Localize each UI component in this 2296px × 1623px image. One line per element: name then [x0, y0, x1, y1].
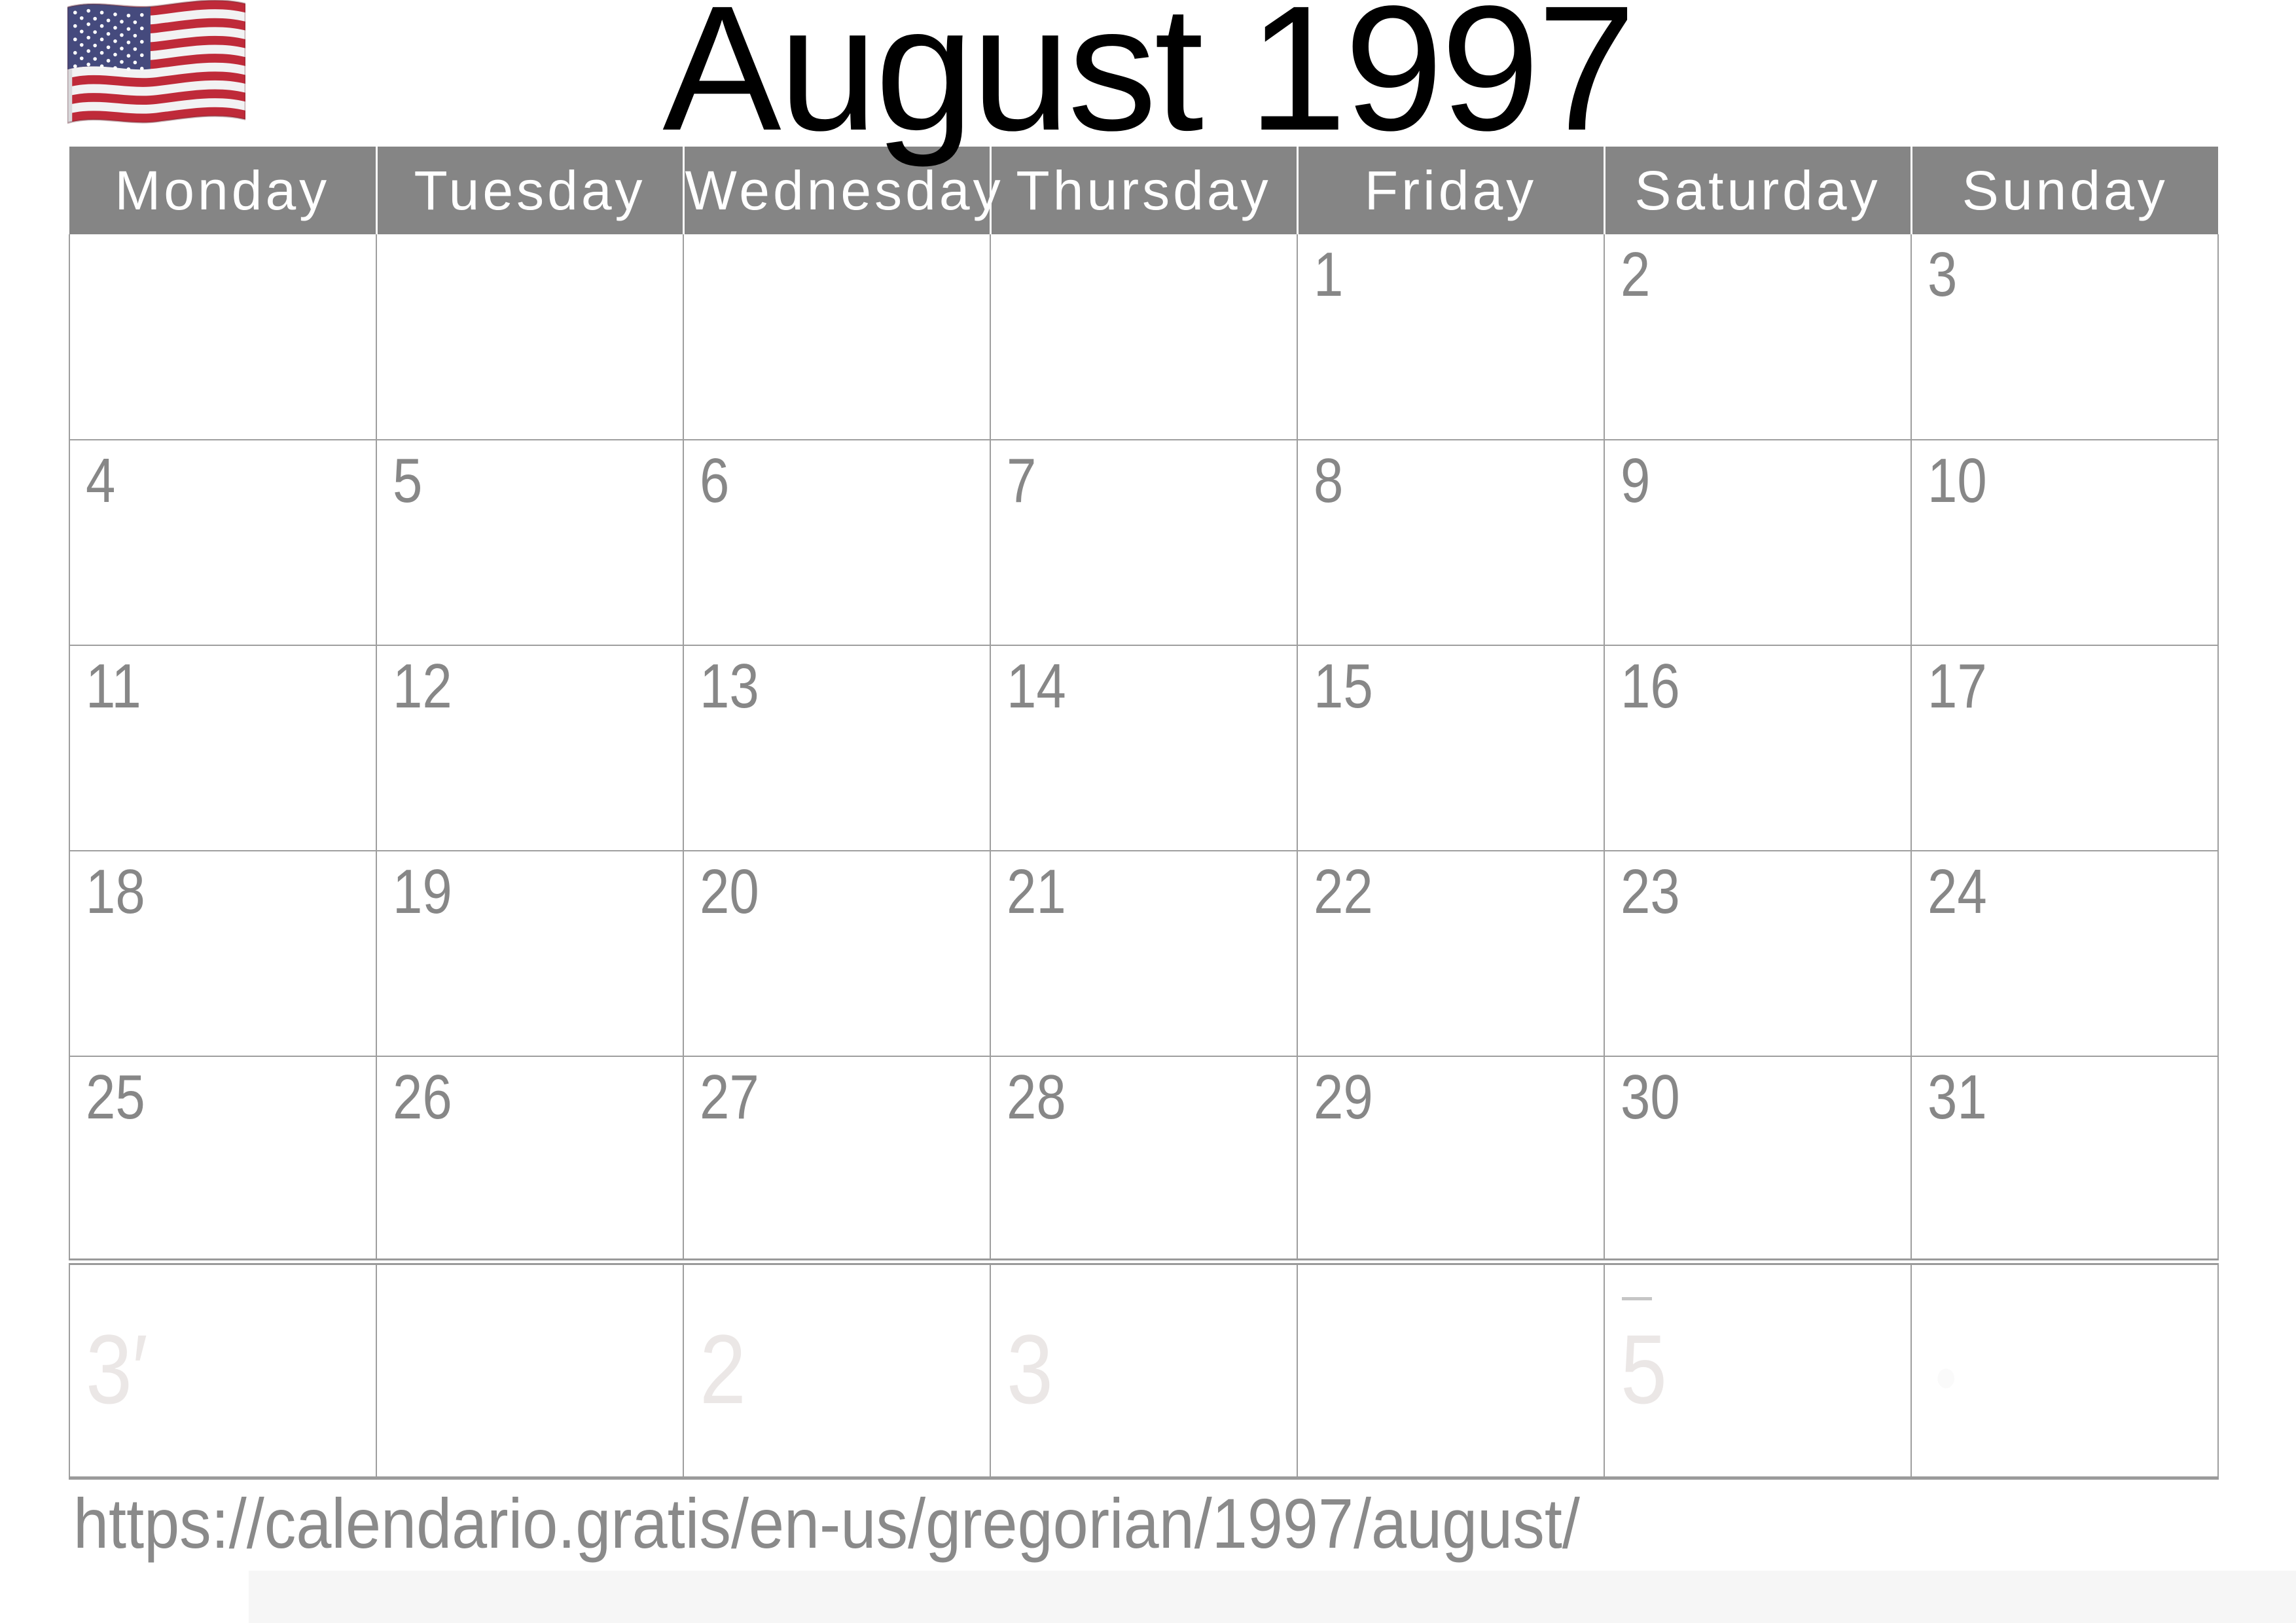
- day-cell: [1911, 234, 2218, 440]
- day-number: 24: [1928, 857, 1987, 927]
- source-url: [73, 1483, 1748, 1564]
- weekday-header-friday: [1297, 147, 1604, 234]
- weekday-label: Wednesday: [685, 159, 1004, 221]
- day-number: 23: [1621, 857, 1680, 927]
- day-number: 15: [1314, 651, 1373, 721]
- day-number: 22: [1314, 857, 1373, 927]
- ghost-dash: [1622, 1297, 1652, 1300]
- day-cell: [1604, 645, 1911, 851]
- weekday-header-row: [69, 147, 2218, 234]
- day-number: 21: [1007, 857, 1066, 927]
- day-cell: [683, 851, 990, 1056]
- weekday-label: Monday: [115, 159, 331, 221]
- ghost-mark: 3: [1007, 1314, 1053, 1424]
- day-cell: [69, 645, 376, 851]
- us-flag-icon: [67, 0, 245, 143]
- day-cell: [1297, 851, 1604, 1056]
- day-cell: [1604, 1262, 1911, 1478]
- day-number: 13: [700, 651, 759, 721]
- day-number: 6: [700, 446, 730, 516]
- day-number: 26: [393, 1062, 452, 1132]
- ghost-week-row: [69, 1262, 2218, 1478]
- day-cell: [376, 1056, 683, 1262]
- day-cell: [376, 645, 683, 851]
- day-cell: [683, 1056, 990, 1262]
- day-number: 11: [86, 651, 141, 721]
- day-cell: [1604, 234, 1911, 440]
- week-row-3: [69, 645, 2218, 851]
- day-cell: [1297, 440, 1604, 645]
- day-cell: [1911, 851, 2218, 1056]
- day-number: 9: [1621, 446, 1651, 516]
- day-number: 17: [1928, 651, 1987, 721]
- day-cell: [69, 440, 376, 645]
- bottom-strip: [249, 1571, 2296, 1623]
- day-cell: [69, 851, 376, 1056]
- day-cell: [683, 1262, 990, 1478]
- day-cell: [69, 234, 376, 440]
- day-cell: [683, 234, 990, 440]
- day-cell: [1604, 1056, 1911, 1262]
- day-cell: [1911, 645, 2218, 851]
- ghost-mark: 5: [1621, 1314, 1667, 1424]
- calendar-table: [69, 147, 2219, 1480]
- weekday-header-monday: [69, 147, 376, 234]
- day-number: 19: [393, 857, 452, 927]
- day-number: 1: [1314, 240, 1344, 310]
- day-cell: [1297, 1056, 1604, 1262]
- day-cell: [990, 851, 1297, 1056]
- weekday-label: Thursday: [1016, 159, 1272, 221]
- day-cell: [683, 440, 990, 645]
- week-row-1: [69, 234, 2218, 440]
- day-cell: [1911, 1056, 2218, 1262]
- day-cell: [990, 1056, 1297, 1262]
- day-number: 16: [1621, 651, 1680, 721]
- weekday-header-tuesday: [376, 147, 683, 234]
- day-number: 12: [393, 651, 452, 721]
- day-number: 28: [1007, 1062, 1066, 1132]
- day-cell: [1604, 851, 1911, 1056]
- day-number: 18: [86, 857, 145, 927]
- weekday-label: Tuesday: [414, 159, 646, 221]
- day-number: 25: [86, 1062, 145, 1132]
- day-number: 3: [1928, 240, 1958, 310]
- day-number: 30: [1621, 1062, 1680, 1132]
- day-cell: [1297, 1262, 1604, 1478]
- weekday-label: Sunday: [1962, 159, 2168, 221]
- day-cell: [69, 1262, 376, 1478]
- day-number: 10: [1928, 446, 1987, 516]
- day-number: 8: [1314, 446, 1344, 516]
- source-url-text: https://calendario.gratis/en-us/gregorian/1997/august/: [73, 1484, 1580, 1563]
- day-number: 7: [1007, 446, 1037, 516]
- day-cell: [990, 234, 1297, 440]
- day-cell: [1911, 1262, 2218, 1478]
- day-cell: [990, 1262, 1297, 1478]
- week-row-4: [69, 851, 2218, 1056]
- day-cell: [376, 234, 683, 440]
- day-cell: [683, 645, 990, 851]
- weekday-label: Friday: [1364, 159, 1537, 221]
- day-number: 29: [1314, 1062, 1373, 1132]
- day-number: 20: [700, 857, 759, 927]
- page-title: [0, 0, 2296, 168]
- page-title-text: August 1997: [662, 0, 1634, 168]
- day-number: 27: [700, 1062, 759, 1132]
- weekday-header-saturday: [1604, 147, 1911, 234]
- day-cell: [990, 645, 1297, 851]
- ghost-mark: 2: [700, 1314, 746, 1424]
- day-cell: [1911, 440, 2218, 645]
- day-number: 31: [1928, 1062, 1987, 1132]
- ghost-mark: ●: [1934, 1350, 1958, 1401]
- day-cell: [376, 851, 683, 1056]
- week-row-2: [69, 440, 2218, 645]
- day-cell: [990, 440, 1297, 645]
- day-cell: [1297, 234, 1604, 440]
- ghost-mark: 3′: [86, 1314, 148, 1424]
- day-cell: [69, 1056, 376, 1262]
- day-number: 14: [1007, 651, 1066, 721]
- day-number: 2: [1621, 240, 1651, 310]
- day-cell: [1297, 645, 1604, 851]
- day-cell: [1604, 440, 1911, 645]
- day-number: 5: [393, 446, 423, 516]
- day-number: 4: [86, 446, 116, 516]
- day-cell: [376, 1262, 683, 1478]
- weekday-header-thursday: [990, 147, 1297, 234]
- weekday-label: Saturday: [1634, 159, 1881, 221]
- day-cell: [376, 440, 683, 645]
- weekday-header-wednesday: [683, 147, 1004, 234]
- week-row-5: [69, 1056, 2218, 1262]
- weekday-header-sunday: [1911, 147, 2218, 234]
